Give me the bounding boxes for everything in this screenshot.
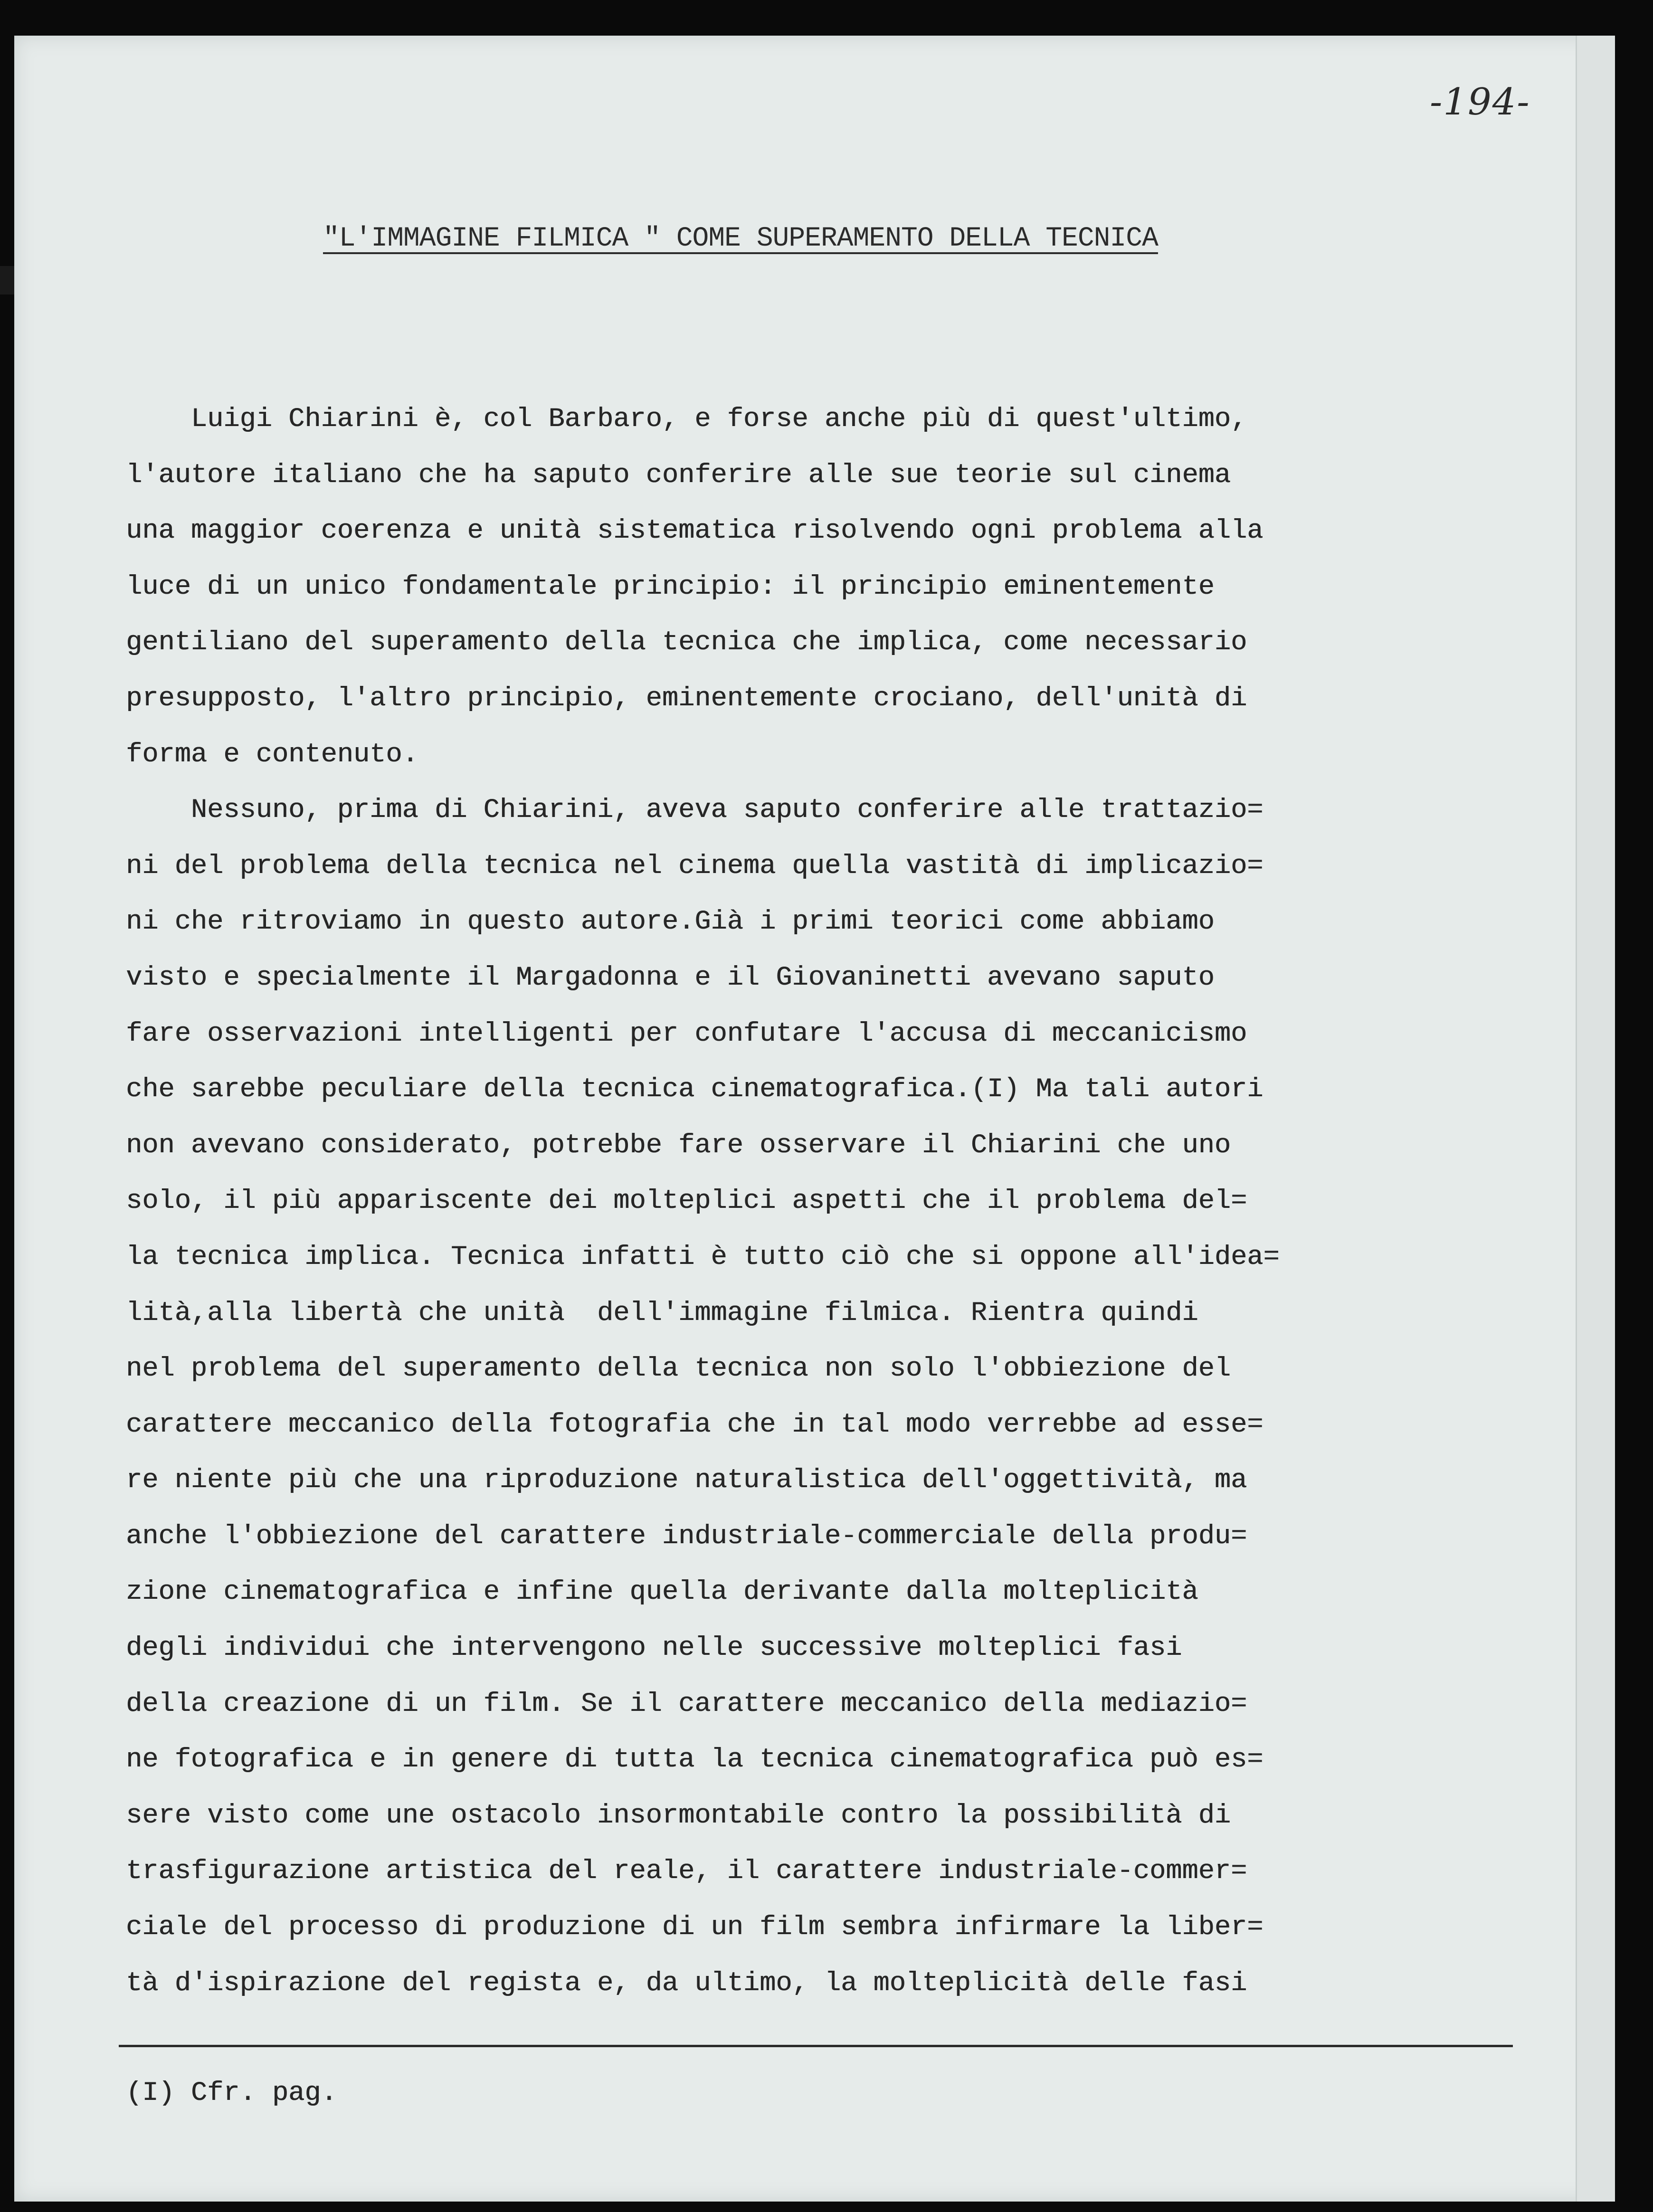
text-line: lità,alla libertà che unità dell'immagine filmica. Rientra quindi (126, 1298, 1198, 1329)
text-line: fare osservazioni intelligenti per confutare l'accusa di meccanicismo (126, 1018, 1247, 1049)
text-line: luce di un unico fondamentale principio: il principio eminentemente (126, 571, 1215, 602)
text-line: forma e contenuto. (126, 739, 418, 770)
text-line: non avevano considerato, potrebbe fare osservare il Chiarini che uno (126, 1130, 1231, 1161)
text-line: la tecnica implica. Tecnica infatti è tutto ciò che si oppone all'idea= (126, 1242, 1280, 1272)
body-text (126, 392, 1551, 2012)
text-line: anche l'obbiezione del carattere industriale-commerciale della produ= (126, 1521, 1247, 1552)
text-line: zione cinematografica e infine quella derivante dalla molteplicità (126, 1577, 1198, 1608)
text-line: l'autore italiano che ha saputo conferire alle sue teorie sul cinema (126, 460, 1231, 491)
text-line: gentiliano del superamento della tecnica che implica, come necessario (126, 627, 1247, 658)
text-line: sere visto come une ostacolo insormontabile contro la possibilità di (126, 1800, 1231, 1831)
text-line: degli individui che intervengono nelle successive molteplici fasi (126, 1633, 1182, 1664)
text-line: solo, il più appariscente dei molteplici aspetti che il problema del= (126, 1186, 1247, 1217)
text-line: della creazione di un film. Se il carattere meccanico della mediazio= (126, 1689, 1247, 1719)
page-edge (1576, 36, 1615, 2202)
text-line: Nessuno, prima di Chiarini, aveva saputo conferire alle trattazio= (126, 795, 1264, 826)
text-line: ni che ritroviamo in questo autore.Già i primi teorici come abbiamo (126, 907, 1215, 938)
text-line: nel problema del superamento della tecnica non solo l'obbiezione del (126, 1354, 1231, 1385)
page-number: -194- (1430, 81, 1530, 123)
text-line: carattere meccanico della fotografia che in tal modo verrebbe ad esse= (126, 1409, 1264, 1440)
binding-mark (0, 266, 14, 294)
text-line: una maggior coerenza e unità sistematica risolvendo ogni problema alla (126, 516, 1264, 547)
text-line: Luigi Chiarini è, col Barbaro, e forse anche più di quest'ultimo, (126, 404, 1247, 435)
text-line: visto e specialmente il Margadonna e il Giovaninetti avevano saputo (126, 962, 1215, 993)
page-title: "L'IMMAGINE FILMICA " COME SUPERAMENTO DELLA TECNICA (323, 223, 1158, 254)
text-line: tà d'ispirazione del regista e, da ultimo, la molteplicità delle fasi (126, 1968, 1247, 1999)
text-line: re niente più che una riproduzione naturalistica dell'oggettività, ma (126, 1465, 1247, 1496)
text-line: trasfigurazione artistica del reale, il carattere industriale-commer= (126, 1856, 1247, 1887)
text-line: presupposto, l'altro principio, eminentemente crociano, dell'unità di (126, 683, 1247, 714)
text-line: ciale del processo di produzione di un film sembra infirmare la liber= (126, 1912, 1264, 1943)
footnote: (I) Cfr. pag. (126, 2078, 337, 2108)
footnote-divider (119, 2045, 1513, 2047)
text-line: ne fotografica e in genere di tutta la tecnica cinematografica può es= (126, 1745, 1264, 1775)
text-line: ni del problema della tecnica nel cinema quella vastità di implicazio= (126, 851, 1264, 882)
text-line: che sarebbe peculiare della tecnica cinematografica.(I) Ma tali autori (126, 1074, 1264, 1105)
